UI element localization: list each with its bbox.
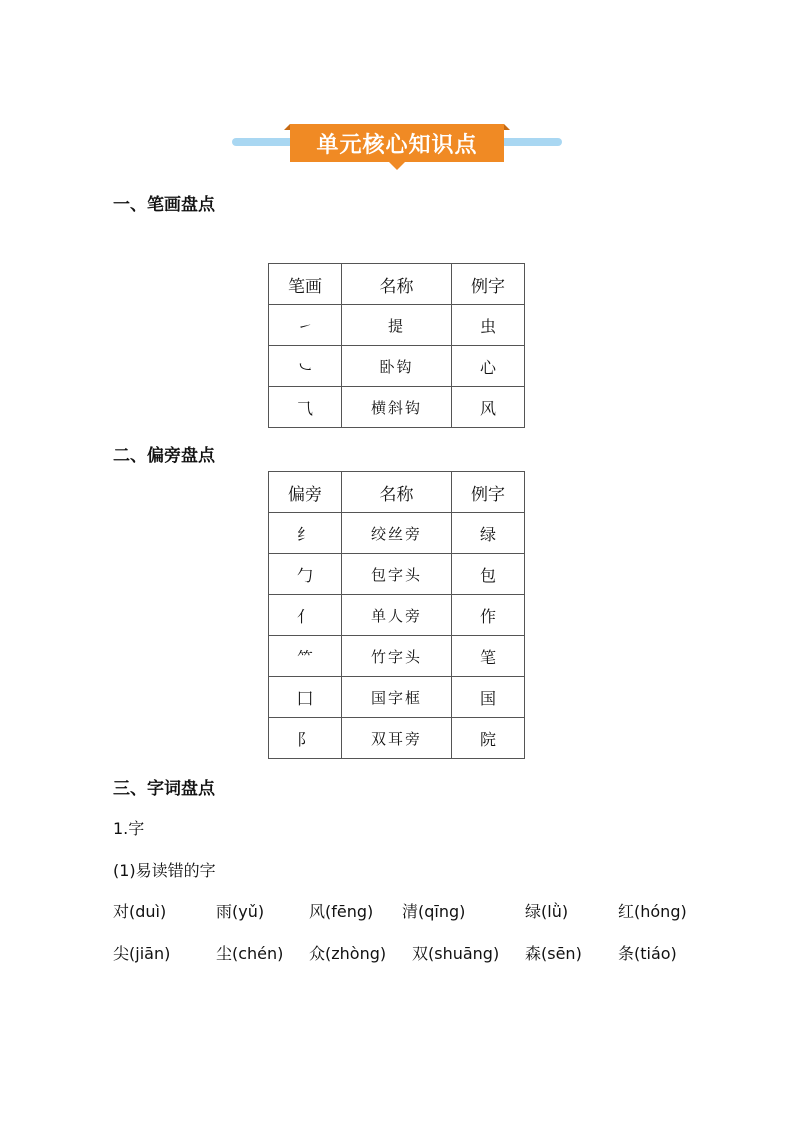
pinyin-item: 森(sēn)	[525, 944, 582, 963]
subheading-characters: 1.字	[113, 819, 145, 838]
example-cell: 风	[452, 387, 525, 428]
table-row	[269, 513, 525, 554]
header-cell: 笔画	[269, 264, 342, 305]
name-cell: 竹字头	[342, 636, 452, 677]
strokes-table	[268, 263, 525, 428]
pinyin-item: 绿(lǜ)	[525, 902, 569, 921]
radical-cell: 纟	[269, 513, 342, 554]
pinyin-item: 风(fēng)	[309, 902, 374, 921]
subheading-misread-characters: (1)易读错的字	[113, 861, 216, 880]
stroke-cell: ㇀	[269, 305, 342, 346]
pinyin-item: 红(hóng)	[618, 902, 687, 921]
banner-title: 单元核心知识点	[290, 124, 504, 162]
example-cell: 心	[452, 346, 525, 387]
table-row	[269, 346, 525, 387]
table-row	[269, 595, 525, 636]
name-cell: 单人旁	[342, 595, 452, 636]
radical-cell: 勹	[269, 554, 342, 595]
header-cell: 名称	[342, 264, 452, 305]
section3-heading: 三、字词盘点	[113, 779, 215, 799]
header-cell: 偏旁	[269, 472, 342, 513]
example-cell: 绿	[452, 513, 525, 554]
radical-cell: 亻	[269, 595, 342, 636]
example-cell: 作	[452, 595, 525, 636]
section2-heading: 二、偏旁盘点	[113, 446, 215, 466]
name-cell: 绞丝旁	[342, 513, 452, 554]
stroke-cell: ⺄	[269, 387, 342, 428]
pinyin-item: 尖(jiān)	[113, 944, 171, 963]
table-row	[269, 554, 525, 595]
radicals-table	[268, 471, 525, 759]
table-row	[269, 387, 525, 428]
example-cell: 虫	[452, 305, 525, 346]
pinyin-item: 众(zhòng)	[309, 944, 387, 963]
header-cell: 例字	[452, 472, 525, 513]
pinyin-item: 双(shuāng)	[412, 944, 500, 963]
name-cell: 双耳旁	[342, 718, 452, 759]
table-row	[269, 677, 525, 718]
pinyin-item: 对(duì)	[113, 902, 167, 921]
pinyin-item: 条(tiáo)	[618, 944, 677, 963]
table-header-row	[269, 264, 525, 305]
name-cell: 卧钩	[342, 346, 452, 387]
pinyin-item: 尘(chén)	[216, 944, 284, 963]
section-banner	[232, 124, 562, 172]
table-row	[269, 636, 525, 677]
example-cell: 笔	[452, 636, 525, 677]
header-cell: 例字	[452, 264, 525, 305]
name-cell: 包字头	[342, 554, 452, 595]
section1-heading: 一、笔画盘点	[113, 195, 215, 215]
pinyin-item: 雨(yǔ)	[216, 902, 265, 921]
name-cell: 横斜钩	[342, 387, 452, 428]
header-cell: 名称	[342, 472, 452, 513]
example-cell: 国	[452, 677, 525, 718]
table-row	[269, 305, 525, 346]
radical-cell: 阝	[269, 718, 342, 759]
example-cell: 院	[452, 718, 525, 759]
table-header-row	[269, 472, 525, 513]
example-cell: 包	[452, 554, 525, 595]
stroke-cell: ㇃	[269, 346, 342, 387]
radical-cell: ⺮	[269, 636, 342, 677]
name-cell: 提	[342, 305, 452, 346]
table-row	[269, 718, 525, 759]
banner-pointer	[389, 162, 405, 170]
pinyin-item: 清(qīng)	[402, 902, 466, 921]
name-cell: 国字框	[342, 677, 452, 718]
radical-cell: 囗	[269, 677, 342, 718]
banner-fold-right	[504, 124, 510, 130]
